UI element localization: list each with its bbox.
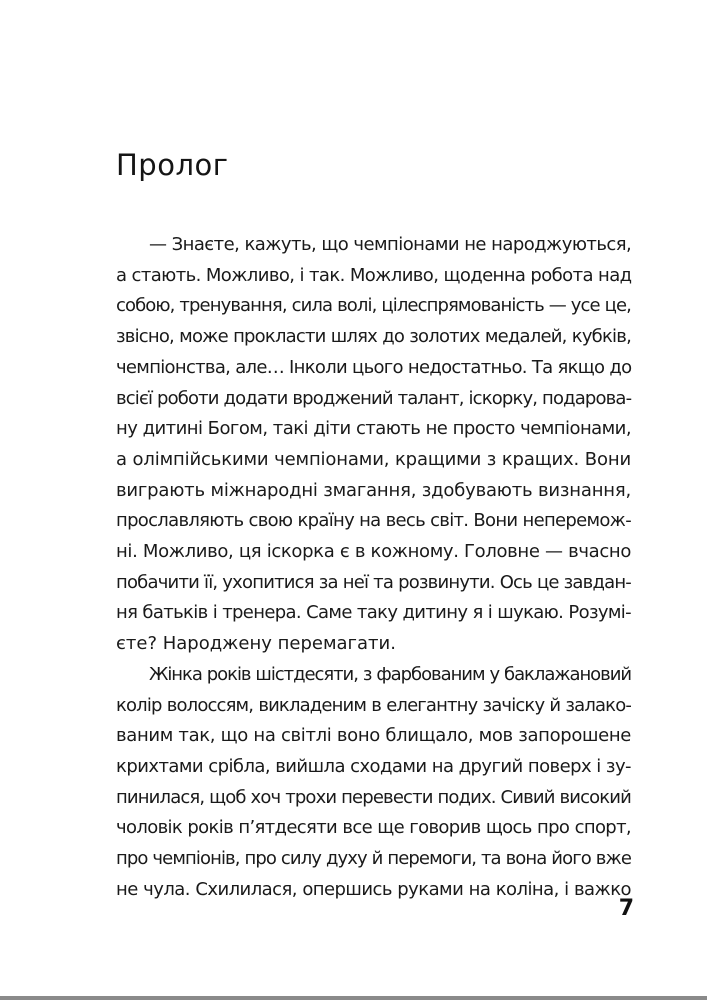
text-line: побачити її, ухопитися за неї та розвинути. Ось це завдан-: [116, 571, 631, 593]
page-bottom-edge: [0, 996, 707, 1000]
paragraph: [116, 230, 631, 660]
text-line: чоловік років п’ятдесяти все ще говорив щось про спорт,: [116, 817, 631, 839]
text-line: звісно, може прокласти шлях до золотих медалей, кубків,: [116, 326, 631, 348]
text-line: собою, тренування, сила волі, цілеспрямованість — усе це,: [116, 295, 631, 317]
text-line: ну дитині Богом, такі діти стають не просто чемпіонами,: [116, 418, 631, 440]
text-line: ня батьків і тренера. Саме таку дитину я і шукаю. Розумі-: [116, 602, 631, 624]
text-line: пинилася, щоб хоч трохи перевести подих. Сивий високий: [116, 786, 631, 808]
text-line: — Знаєте, кажуть, що чемпіонами не народжуються,: [149, 234, 632, 255]
text-line: ні. Можливо, ця іскорка є в кожному. Головне — вчасно: [116, 541, 631, 563]
text-line: чемпіонства, але… Інколи цього недостатньо. Та якщо до: [116, 356, 632, 378]
text-line: Жінка років шістдесяти, з фарбованим у баклажановий: [149, 663, 631, 685]
text-line: всієї роботи додати вроджений талант, іскорку, подарова-: [116, 387, 632, 409]
text-line: ваним так, що на світлі воно блищало, мов запорошене: [116, 725, 631, 747]
text-line: колір волоссям, викладеним в елегантну зачіску й залако-: [116, 694, 631, 716]
page-number: 7: [618, 896, 634, 921]
body-text: [116, 230, 631, 905]
text-line: виграють міжнародні змагання, здобувають визнання,: [116, 479, 631, 501]
text-line: а стають. Можливо, і так. Можливо, щоденна робота над: [116, 264, 632, 286]
text-line: єте? Народжену перемагати.: [116, 633, 396, 655]
text-line: прославляють свою країну на весь світ. Вони неперемож-: [116, 510, 631, 532]
paragraph: [116, 660, 631, 906]
text-line: крихтами срібла, вийшла сходами на другий поверх і зу-: [116, 755, 631, 777]
text-line: не чула. Схилилася, опершись руками на коліна, і важко: [116, 878, 631, 900]
chapter-title: Пролог: [116, 148, 229, 182]
text-line: про чемпіонів, про силу духу й перемоги, та вона його вже: [116, 848, 631, 870]
text-line: а олімпійськими чемпіонами, кращими з кращих. Вони: [116, 448, 631, 470]
